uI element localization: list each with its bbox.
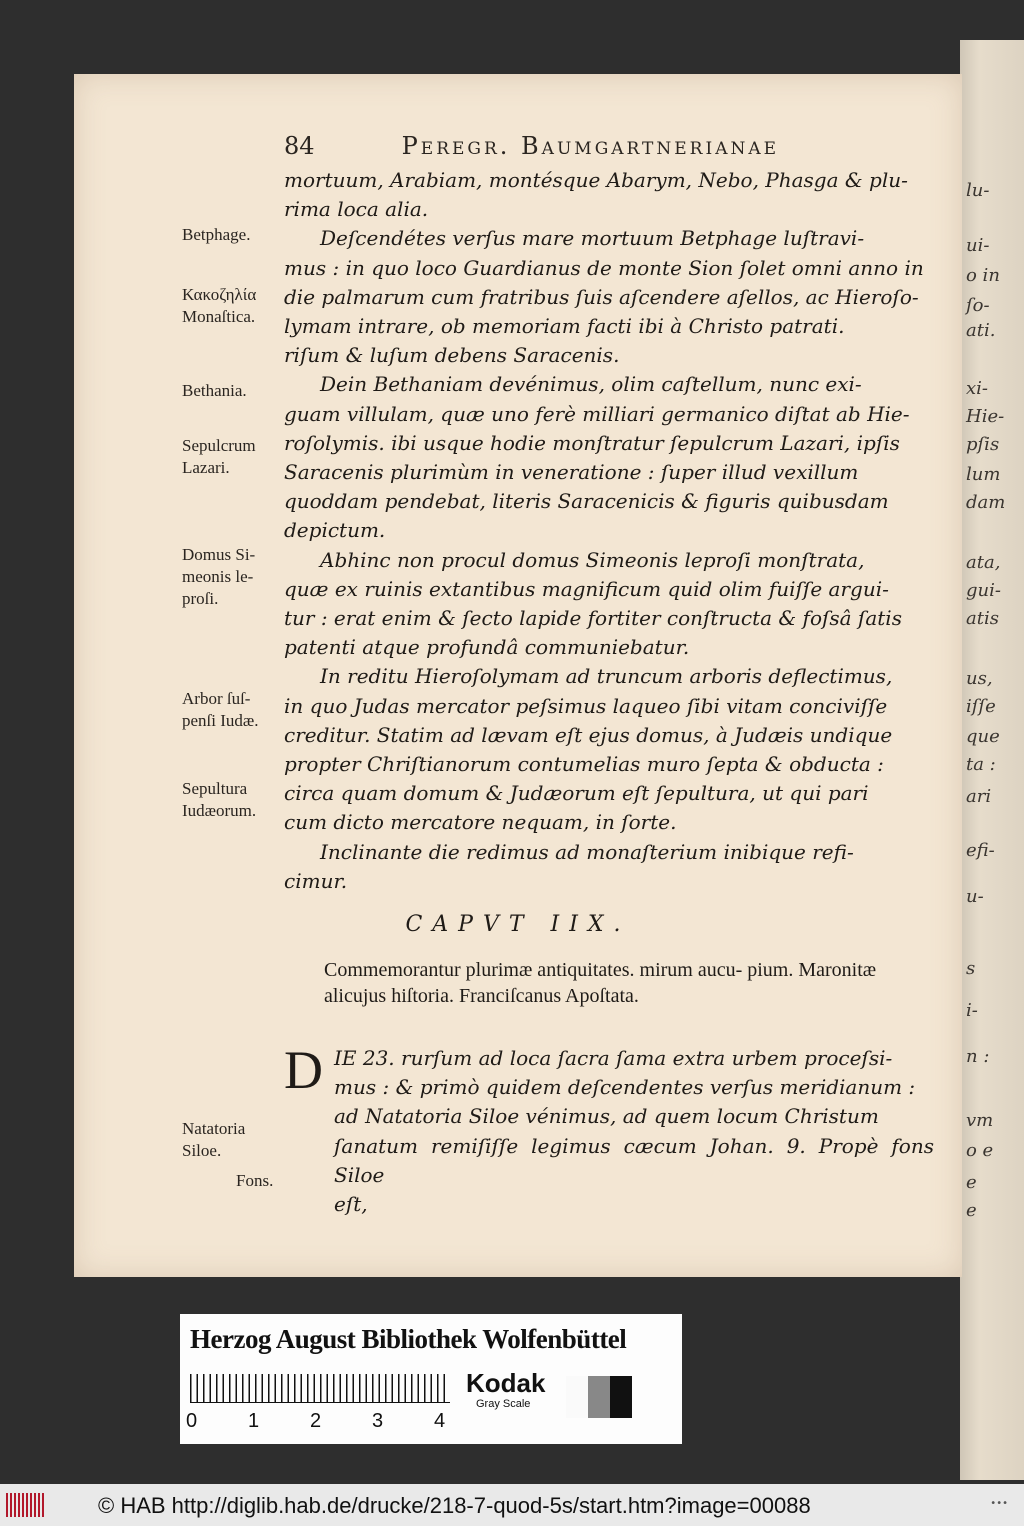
chapter-body-text — [334, 1044, 934, 1219]
more-icon: ••• — [990, 1498, 1008, 1509]
adjacent-page-fragment: iſſe — [966, 696, 996, 717]
adjacent-page-fragment: Hie- — [966, 406, 1005, 427]
adjacent-page-fragment: vm — [966, 1110, 994, 1131]
text-line: riſum & luſum debens Saracenis. — [284, 343, 620, 368]
adjacent-page-edge — [960, 40, 1024, 1480]
adjacent-page-fragment: ati. — [966, 320, 996, 341]
body-text — [284, 166, 934, 896]
ruler-number: 3 — [372, 1410, 384, 1432]
institution-name: Herzog August Bibliothek Wolfenbüttel — [190, 1324, 627, 1354]
ruler-number: 2 — [310, 1410, 322, 1432]
text-line: Inclinante die redimus ad monaſterium inibique refi- — [320, 839, 854, 864]
adjacent-page-fragment: ta : — [966, 754, 996, 775]
ruler-number: 0 — [186, 1410, 198, 1432]
chapter-heading: CAPVT IIX. — [405, 912, 631, 937]
footer-bar — [0, 1484, 1024, 1526]
text-line: tur : erat enim & ſecto lapide fortiter conſtructa & foſsâ ſatis — [284, 606, 902, 631]
ruler-scale — [190, 1374, 450, 1403]
page-number: 84 — [284, 132, 315, 160]
margin-note: Sepultura Iudæorum. — [182, 779, 257, 820]
text-line: die palmarum cum fratribus ſuis aſcendere aſellos, ac Hieroſo- — [284, 284, 919, 309]
text-line: In reditu Hieroſolymam ad truncum arboris deflectimus, — [320, 664, 893, 689]
text-line: circa quam domum & Judæorum eſt ſepultura, ut qui pari — [284, 781, 869, 806]
ruler-number: 4 — [434, 1410, 446, 1432]
text-line: patenti atque profundâ communiebatur. — [284, 635, 690, 660]
text-line: ſanatum remiſiſſe legimus cæcum Johan. 9. Propè fons Siloe — [334, 1133, 934, 1187]
text-line: mus : & primò quidem deſcendentes verſus meridianum : — [334, 1075, 916, 1100]
text-line: cum dicto mercatore nequam, in ſorte. — [284, 810, 677, 835]
white-swatch — [566, 1376, 588, 1418]
ruler-number: 1 — [248, 1410, 260, 1432]
running-title: Peregr. Baumgartnerianae — [401, 132, 780, 160]
adjacent-page-fragment: efi- — [966, 840, 995, 861]
text-line: ad Natatoria Siloe vénimus, ad quem locum Christum — [334, 1104, 879, 1129]
margin-note: Betphage. — [182, 225, 251, 244]
adjacent-page-fragment: us, — [966, 668, 993, 689]
adjacent-page-fragment: ui- — [966, 235, 990, 256]
adjacent-page-fragment: atis — [966, 608, 999, 629]
adjacent-page-fragment: ata, — [966, 552, 1001, 573]
adjacent-page-fragment: pſis — [966, 434, 1000, 455]
text-line: rima loca alia. — [284, 197, 429, 222]
margin-note: Fons. — [236, 1171, 274, 1190]
adjacent-page-fragment: u- — [966, 886, 984, 907]
black-swatch — [610, 1376, 632, 1418]
text-line: eſt, — [334, 1192, 368, 1217]
adjacent-page-fragment: xi- — [966, 378, 988, 399]
margin-note: Κακοζηλία Monaſtica. — [182, 285, 257, 326]
gray-scale-label: Gray Scale — [476, 1398, 531, 1410]
text-line: Abhinc non procul domus Simeonis leproſi monſtrata, — [320, 547, 865, 572]
text-line: creditur. Statim ad lævam eſt ejus domus, à Judæis undique — [284, 722, 893, 747]
text-line: Dein Bethaniam devénimus, olim caſtellum, nunc exi- — [320, 372, 862, 397]
text-line: propter Chriſtianorum contumelias muro ſepta & obducta : — [284, 752, 884, 777]
adjacent-page-fragment: que — [966, 726, 1000, 747]
adjacent-page-fragment: n : — [966, 1046, 990, 1067]
text-line: guam villulam, quæ uno ferè milliari germanico diſtat ab Hie- — [284, 401, 910, 426]
kodak-logo: Kodak — [466, 1368, 546, 1398]
margin-note: Sepulcrum Lazari. — [182, 436, 256, 477]
text-line: mus : in quo loco Guardianus de monte Sion ſolet omni anno in — [284, 255, 924, 280]
barcode-icon — [6, 1493, 46, 1517]
text-line: in quo Judas mercator peſsimus laqueo ſibi vitam conciviſſe — [284, 693, 888, 718]
adjacent-page-fragment: s — [966, 958, 976, 979]
text-line: depictum. — [284, 518, 386, 543]
drop-cap: D — [284, 1040, 323, 1100]
color-reference-card — [180, 1314, 682, 1444]
running-header — [284, 132, 779, 160]
text-line: lymam intrare, ob memoriam facti ibi à Christo patrati. — [284, 314, 845, 339]
book-page — [74, 74, 962, 1277]
adjacent-page-fragment: ari — [966, 786, 992, 807]
adjacent-page-fragment: ſo- — [966, 295, 990, 316]
adjacent-page-fragment: o e — [966, 1140, 994, 1161]
margin-note: Domus Si- meonis le- proſi. — [182, 545, 256, 608]
adjacent-page-fragment: lu- — [966, 180, 990, 201]
margin-note: Arbor ſuſ- penſi Iudæ. — [182, 689, 259, 730]
margin-note: Bethania. — [182, 381, 247, 400]
text-line: cimur. — [284, 868, 348, 893]
adjacent-page-fragment: e — [966, 1200, 977, 1221]
text-line: mortuum, Arabiam, montésque Abarym, Nebo, Phasga & plu- — [284, 168, 908, 192]
adjacent-page-fragment: o in — [966, 265, 1000, 286]
credit-link[interactable]: © HAB http://diglib.hab.de/drucke/218-7-quod-5s/start.htm?image=00088 — [98, 1493, 811, 1518]
adjacent-page-fragment: gui- — [966, 580, 1001, 601]
chapter-summary: Commemorantur plurimæ antiquitates. mirum aucu- pium. Maronitæ alicujus hiſtoria. Franciſcanus Apoſtata. — [324, 959, 877, 1007]
text-line: Deſcendétes verſus mare mortuum Betphage luſtravi- — [320, 226, 865, 251]
gray-swatch — [588, 1376, 610, 1418]
text-line: IE 23. rurſum ad loca ſacra ſama extra urbem proceſsi- — [334, 1046, 893, 1070]
margin-note: Natatoria Siloe. — [182, 1119, 246, 1160]
text-line: quoddam pendebat, literis Saracenicis & figuris quibusdam — [284, 489, 889, 514]
adjacent-page-fragment: i- — [966, 1000, 978, 1021]
text-line: quæ ex ruinis extantibus magnificum quid olim fuiſſe argui- — [284, 576, 889, 601]
text-line: roſolymis. ibi usque hodie monſtratur ſepulcrum Lazari, ipſis — [284, 430, 900, 455]
adjacent-page-fragment: lum — [966, 464, 1001, 485]
adjacent-page-fragment: dam — [966, 492, 1006, 513]
adjacent-page-fragment: e — [966, 1172, 977, 1193]
text-line: Saracenis plurimùm in veneratione : ſuper illud vexillum — [284, 460, 859, 485]
